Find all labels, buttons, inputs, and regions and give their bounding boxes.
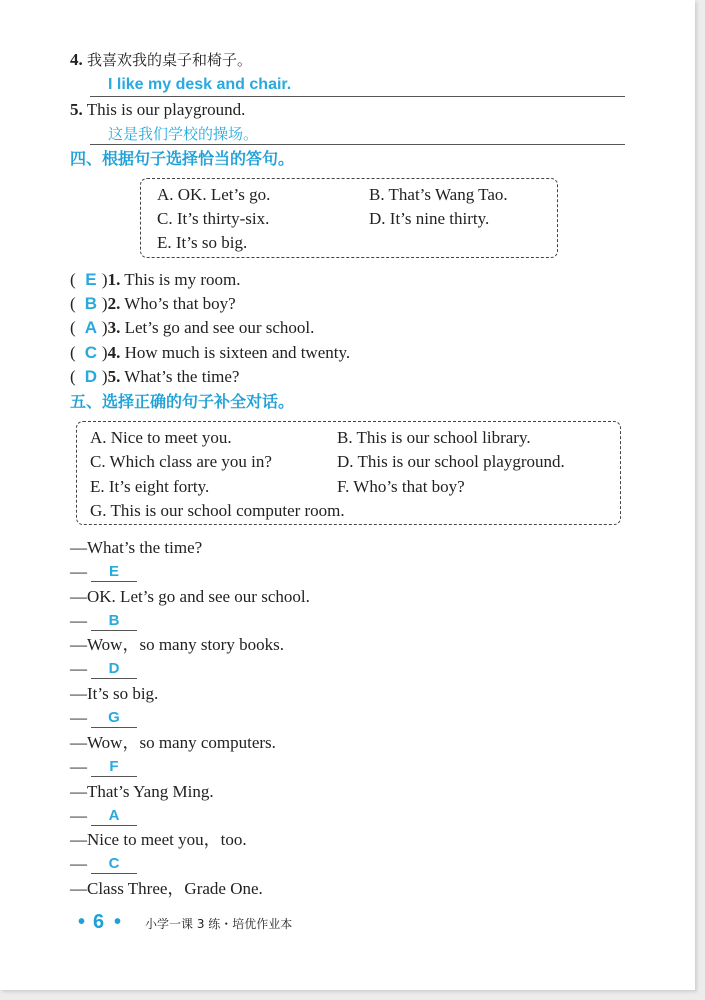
question-text: 我喜欢我的桌子和椅子。	[87, 51, 253, 69]
option-a: A. OK. Let’s go.	[157, 185, 271, 204]
option-e: E. It’s so big.	[157, 233, 248, 252]
answer-letter: A	[84, 318, 98, 337]
page-number: 6	[93, 911, 105, 933]
answer-q5: 这是我们学校的操场。	[108, 125, 259, 143]
answer-blank	[91, 581, 137, 582]
section-title-5: 五、选择正确的句子补全对话。	[70, 392, 295, 411]
options-box-5	[76, 421, 621, 525]
option-d: D. It’s nine thirty.	[369, 209, 490, 228]
question-row: ( E )1. This is my room.	[70, 270, 241, 289]
book-title: 小学一课 3 练・培优作业本	[145, 917, 293, 931]
answer-letter: E	[85, 270, 97, 289]
answer-q4: I like my desk and chair.	[108, 76, 292, 93]
option-b: B. This is our school library.	[337, 428, 531, 447]
question-row: ( B )2. Who’s that boy?	[70, 294, 236, 313]
answer-letter: C	[84, 343, 98, 362]
option-f: F. Who’s that boy?	[337, 477, 465, 496]
dialogue-answer: D	[108, 660, 120, 677]
dash: —	[70, 562, 87, 581]
dialogue-answer: E	[108, 563, 119, 580]
section-title-4: 四、根据句子选择恰当的答句。	[70, 149, 295, 168]
dash: —	[70, 659, 87, 678]
option-e: E. It’s eight forty.	[90, 477, 210, 496]
option-g: G. This is our school computer room.	[90, 501, 345, 520]
dialogue-line: —Wow，so many story books.	[70, 635, 284, 654]
question-row: ( C )4. How much is sixteen and twenty.	[70, 343, 351, 362]
dialogue-answer: F	[109, 758, 119, 775]
question-number: 3.	[107, 318, 121, 337]
option-a: A. Nice to meet you.	[90, 428, 232, 447]
dialogue-answer: A	[108, 807, 120, 824]
answer-blank	[91, 825, 137, 826]
dialogue-answer: C	[108, 855, 120, 872]
question-text: How much is sixteen and twenty.	[124, 343, 351, 362]
question-number: 2.	[107, 294, 121, 313]
answer-blank	[91, 630, 137, 631]
answer-line	[90, 144, 625, 145]
dash: —	[70, 806, 87, 825]
question-4	[70, 50, 252, 70]
dialogue-line: —It’s so big.	[70, 684, 159, 703]
dialogue-line: —OK. Let’s go and see our school.	[70, 587, 310, 606]
dialogue-line: —Wow，so many computers.	[70, 733, 276, 752]
answer-letter: D	[84, 367, 98, 386]
dash: —	[70, 757, 87, 776]
option-c: C. It’s thirty-six.	[157, 209, 270, 228]
dialogue-answer: B	[108, 612, 120, 629]
option-d: D. This is our school playground.	[337, 452, 565, 471]
dialogue-line: —What’s the time?	[70, 538, 203, 557]
answer-letter: B	[84, 294, 98, 313]
question-5	[70, 100, 245, 120]
answer-line	[90, 96, 625, 97]
answer-blank	[91, 776, 137, 777]
footer-dot-right: •	[114, 911, 122, 933]
dialogue-line: —Nice to meet you，too.	[70, 830, 247, 849]
question-text: Let’s go and see our school.	[124, 318, 315, 337]
question-number: 5.	[107, 367, 121, 386]
dash: —	[70, 854, 87, 873]
question-text: This is my room.	[124, 270, 241, 289]
answer-blank	[91, 678, 137, 679]
question-text: What’s the time?	[124, 367, 240, 386]
answer-blank	[91, 727, 137, 728]
question-text: Who’s that boy?	[124, 294, 236, 313]
question-number: 4.	[107, 343, 121, 362]
dash: —	[70, 708, 87, 727]
option-c: C. Which class are you in?	[90, 452, 272, 471]
dialogue-line: —That’s Yang Ming.	[70, 782, 214, 801]
question-number: 5.	[70, 100, 83, 119]
question-row: ( D )5. What’s the time?	[70, 367, 240, 386]
question-number: 4.	[70, 50, 83, 69]
question-text: This is our playground.	[86, 100, 246, 119]
question-number: 1.	[107, 270, 121, 289]
option-b: B. That’s Wang Tao.	[369, 185, 508, 204]
dialogue-line: —Class Three，Grade One.	[70, 879, 263, 898]
dialogue-answer: G	[108, 709, 120, 726]
answer-blank	[91, 873, 137, 874]
dash: —	[70, 611, 87, 630]
options-box-4	[140, 178, 558, 258]
question-row: ( A )3. Let’s go and see our school.	[70, 318, 315, 337]
footer-dot-left: •	[78, 911, 86, 933]
